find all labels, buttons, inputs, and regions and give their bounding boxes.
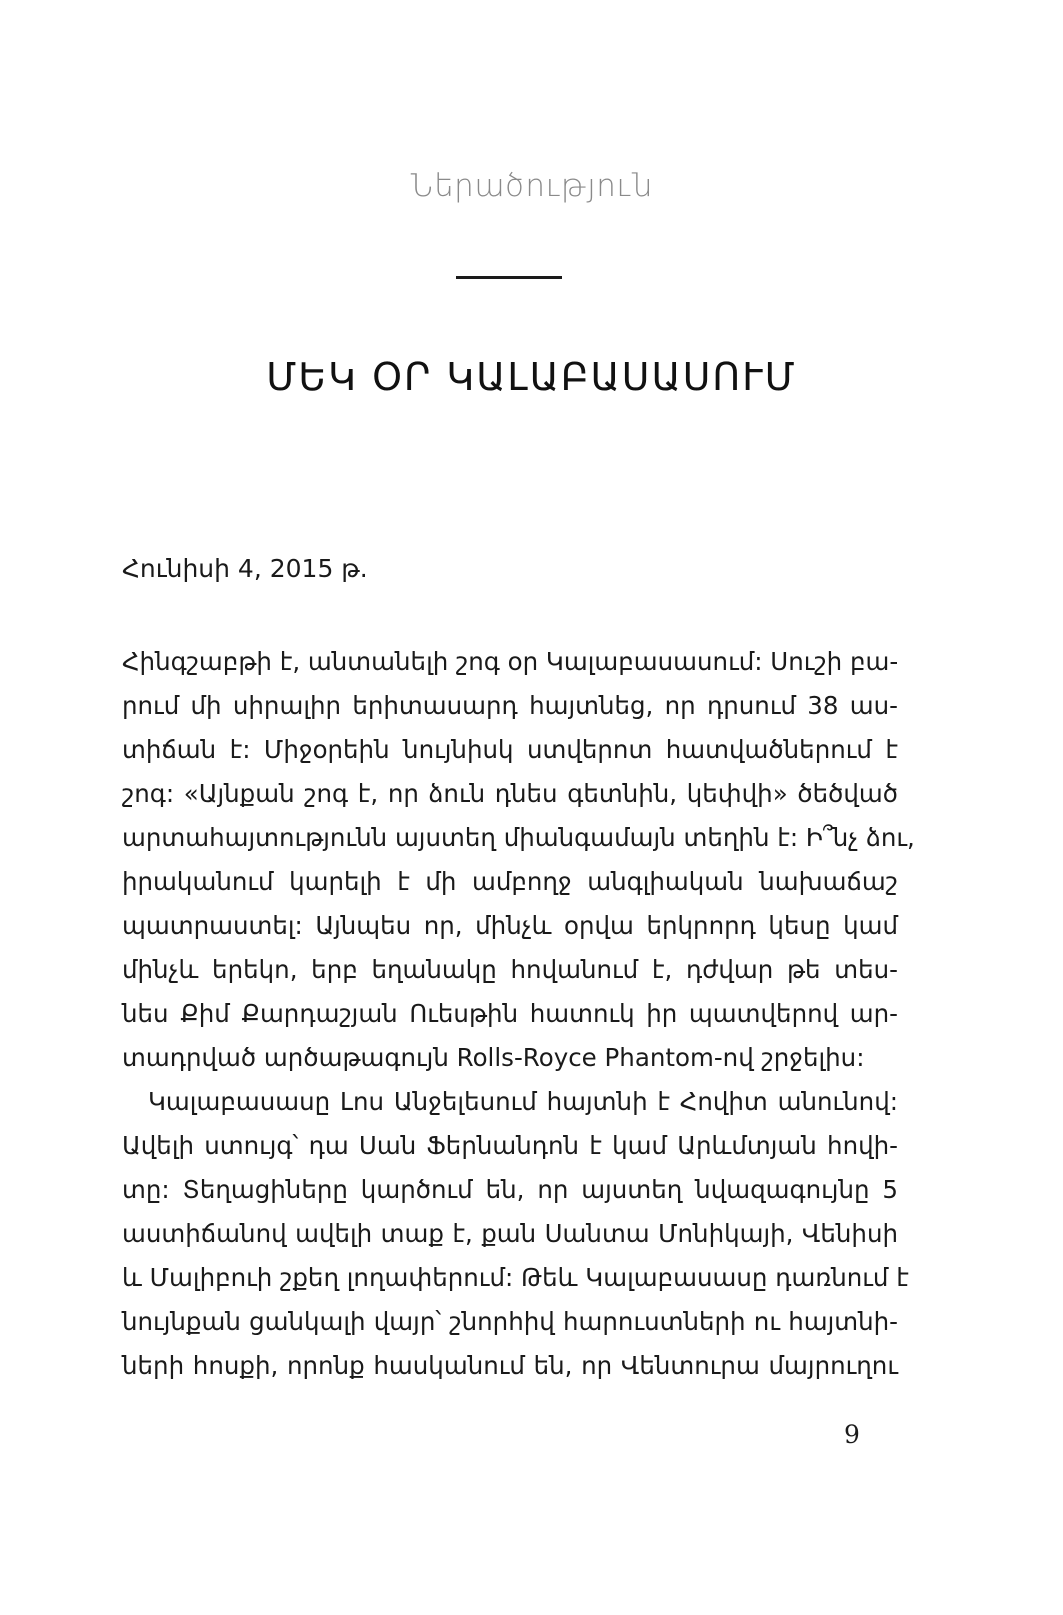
- text-line: նես Քիմ Քարդաշյան Ուեսթին հատուկ իր պատվերով ար-: [122, 999, 898, 1028]
- text-line: տադրված արծաթագույն Rolls-Royce Phantom-ով շրջելիս:: [122, 1043, 865, 1072]
- text-line: Կալաբասասը Լոս Անջելեսում հայտնի է Հովիտ անունով:: [148, 1087, 898, 1116]
- date-line: Հունիսի 4, 2015 թ.: [122, 554, 368, 583]
- text-line: րում մի սիրալիր երիտասարդ հայտնեց, որ դրսում 38 աս-: [122, 691, 898, 720]
- body-text: [122, 640, 915, 1388]
- paragraph-1: [122, 640, 915, 1080]
- text-line: Ավելի ստույգ՝ դա Սան Ֆերնանդոն է կամ Արևմտյան հովի-: [122, 1131, 898, 1160]
- text-line: պատրաստել: Այնպես որ, մինչև օրվա երկրորդ կեսը կամ: [122, 911, 898, 940]
- text-line: շոգ: «Այնքան շոգ է, որ ձուն դնես գետնին, կեփվի» ծեծված: [122, 779, 898, 808]
- text-line: իրականում կարելի է մի ամբողջ անգլիական նախաճաշ: [122, 867, 898, 896]
- text-line: նույնքան ցանկալի վայր՝ շնորհիվ հարուստների ու հայտնի-: [122, 1307, 898, 1336]
- chapter-title: ՄԵԿ ՕՐ ԿԱԼԱԲԱՍԱՍՈՒՄ: [266, 355, 797, 399]
- title-divider: [456, 276, 562, 279]
- text-line: ների հոսքի, որոնք հասկանում են, որ Վենտուրա մայրուղու: [122, 1351, 898, 1380]
- text-line: և Մալիբուի շքեղ լողափերում: Թեև Կալաբասասը դառնում է: [122, 1263, 909, 1292]
- paragraph-2: [122, 1080, 909, 1388]
- text-line: տը: Տեղացիները կարծում են, որ այստեղ նվազագույնը 5: [122, 1175, 898, 1204]
- text-line: մինչև երեկո, երբ եղանակը հովանում է, դժվար թե տես-: [122, 955, 898, 984]
- text-line: Հինգշաբթի է, անտանելի շոգ օր Կալաբասասում: Սուշի բա-: [122, 647, 899, 676]
- text-line: տիճան է: Միջօրեին նույնիսկ ստվերոտ հատվածներում է: [122, 735, 898, 764]
- text-line: արտահայտությունն այստեղ միանգամայն տեղին է: Ի՞նչ ձու,: [122, 823, 915, 852]
- page-number: 9: [844, 1420, 860, 1449]
- text-line: աստիճանով ավելի տաք է, քան Սանտա Մոնիկայի, Վենիսի: [122, 1219, 898, 1248]
- section-label: Ներածություն: [410, 168, 653, 204]
